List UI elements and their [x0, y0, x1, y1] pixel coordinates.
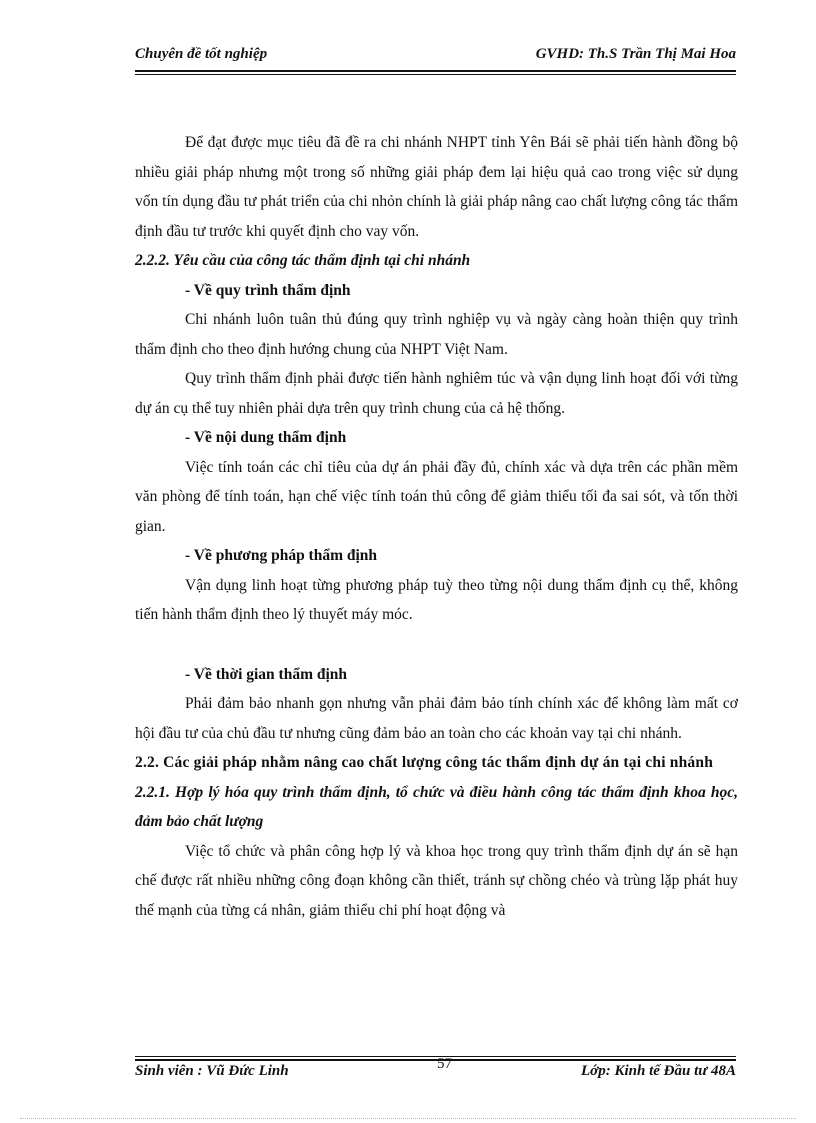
paragraph-intro: Để đạt được mục tiêu đã đề ra chi nhánh NHPT tỉnh Yên Bái sẽ phải tiến hành đồng bộ nhiều giải pháp nhưng một trong số những giải pháp đem lại hiệu quả cao trong việc sử dụng vốn tín dụng đầu tư phát triển của chi nhỏn chính là giải pháp nâng cao chất lượng công tác thẩm định đầu tư trước khi quyết định cho vay vốn.: [135, 134, 738, 240]
header-rule-thin: [135, 74, 736, 75]
footer-class: Lớp: Kinh tế Đầu tư 48A: [581, 1063, 736, 1079]
heading-2-2: 2.2. Các giải pháp nhằm nâng cao chất lượng công tác thẩm định dự án tại chi nhánh: [135, 754, 714, 771]
header-course: Chuyên đề tốt nghiệp: [135, 46, 268, 62]
heading-2-2-2: 2.2.2. Yêu cầu của công tác thẩm định tại chi nhánh: [135, 252, 471, 269]
paragraph-organization: Việc tổ chức và phân công hợp lý và khoa học trong quy trình thẩm định dự án sẽ hạn chế được rất nhiều những công đoạn không cần thiết, tránh sự chồng chéo và trùng lặp phát huy thế mạnh của từng cá nhân, giảm thiểu chi phí hoạt động và: [135, 842, 738, 919]
paragraph-method: Vận dụng linh hoạt từng phương pháp tuỳ theo từng nội dung thẩm định cụ thể, không tiến hành thẩm định theo lý thuyết máy móc.: [135, 576, 738, 623]
page-bottom-dotted-line: [20, 1118, 796, 1119]
blank-line: [135, 630, 738, 660]
page-footer: [135, 1063, 736, 1085]
subheading-process: - Về quy trình thẩm định: [185, 281, 351, 299]
subheading-method: - Về phương pháp thẩm định: [185, 547, 378, 564]
paragraph-content: Việc tính toán các chỉ tiêu của dự án phải đầy đủ, chính xác và dựa trên các phần mềm văn phòng để tính toán, hạn chế việc tính toán thủ công để giảm thiểu tối đa sai sót, và tốn thời gian.: [135, 458, 738, 535]
subheading-content: - Về nội dung thẩm định: [185, 429, 347, 446]
paragraph-process-1: Chi nhánh luôn tuân thủ đúng quy trình nghiệp vụ và ngày càng hoàn thiện quy trình thẩm định cho theo định hướng chung của NHPT Việt Nam.: [135, 311, 738, 358]
header-advisor: GVHD: Th.S Trần Thị Mai Hoa: [535, 46, 736, 62]
header-rule-thick: [135, 70, 736, 72]
footer-rule-thin: [135, 1056, 736, 1057]
page-number: 57: [437, 1056, 452, 1072]
footer-rule-thick: [135, 1059, 736, 1061]
page-header: [135, 46, 736, 68]
heading-2-2-1: 2.2.1. Hợp lý hóa quy trình thẩm định, tổ chức và điều hành công tác thẩm định khoa học, đảm bảo chất lượng: [135, 783, 738, 830]
paragraph-process-2: Quy trình thẩm định phải được tiến hành nghiêm túc và vận dụng linh hoạt đối với từng dự án cụ thể tuy nhiên phải dựa trên quy trình chung của cả hệ thống.: [135, 370, 738, 417]
footer-student: Sinh viên : Vũ Đức Linh: [135, 1063, 289, 1079]
subheading-time: - Về thời gian thẩm định: [185, 665, 348, 683]
page-body: [135, 128, 738, 925]
paragraph-time: Phải đảm bảo nhanh gọn nhưng vẫn phải đảm bảo tính chính xác để không làm mất cơ hội đầu tư của chủ đầu tư nhưng cũng đảm bảo an toàn cho các khoản vay tại chi nhánh.: [135, 695, 738, 742]
